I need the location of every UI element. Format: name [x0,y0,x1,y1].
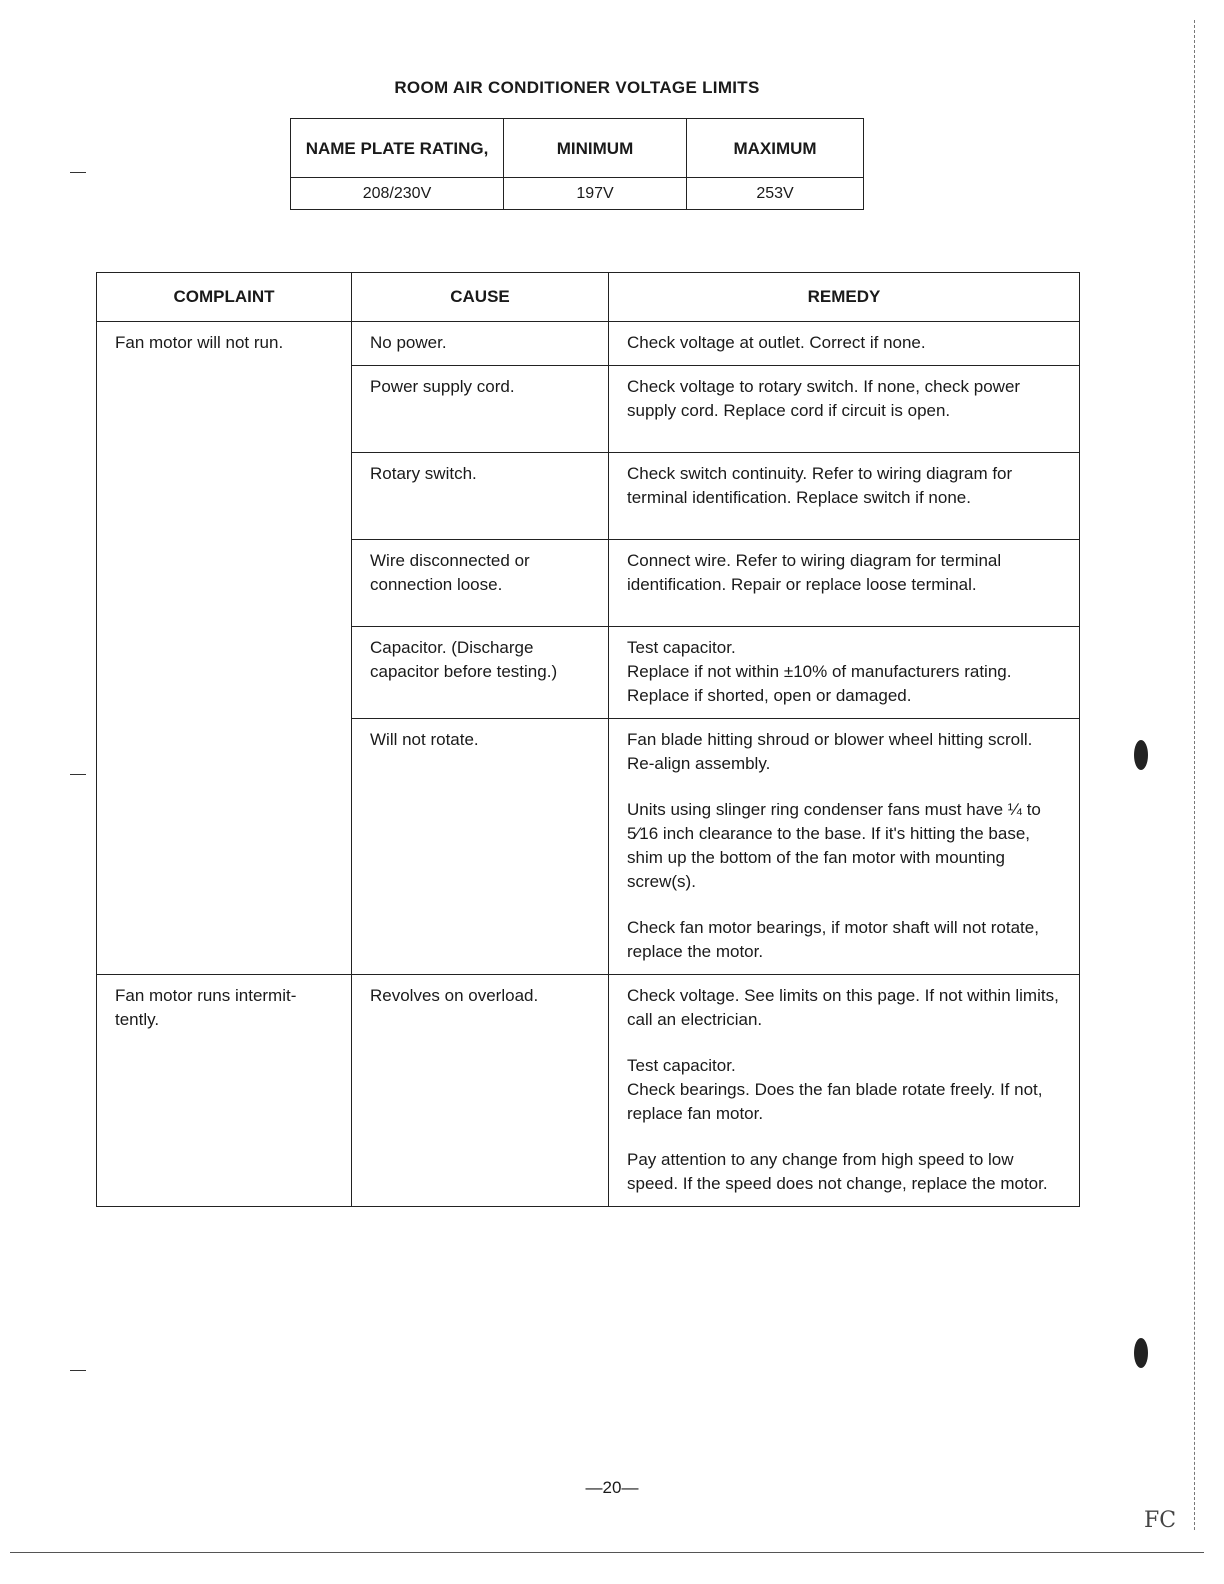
page-edge-line [1194,20,1195,1530]
remedy-text: Check voltage. See limits on this page. If not within limits, call an electrician. [627,986,1059,1029]
remedy-line: Test capacitor. [627,1056,736,1075]
remedy-text: Connect wire. Refer to wiring diagram for terminal identification. Repair or replace loose terminal. [627,551,1002,594]
remedy-cell [609,366,1080,453]
header-remedy: REMEDY [609,273,1080,322]
remedy-cell [609,453,1080,540]
complaint-cell: Fan motor runs intermit- tently. [97,975,352,1207]
troubleshooting-table [96,272,1080,1207]
remedy-text: Units using slinger ring condenser fans must have ¼ to 5⁄16 inch clearance to the base. If it's hitting the base, shim up the bottom of the fan motor with mounting screw(s). [627,800,1041,891]
cause-cell: Wire disconnected or connection loose. [352,540,609,627]
header-complaint: COMPLAINT [97,273,352,322]
cause-cell: Will not rotate. [352,719,609,975]
margin-tick [70,1370,86,1371]
remedy-cell [609,627,1080,719]
cause-cell: Revolves on overload. [352,975,609,1207]
remedy-cell [609,719,1080,975]
header-cause: CAUSE [352,273,609,322]
remedy-text: Test capacitor. [627,638,736,657]
remedy-text: Check voltage at outlet. Correct if none. [627,333,926,352]
header-name-plate-rating: NAME PLATE RATING, [291,119,504,178]
voltage-limits-header-row [291,119,864,178]
remedy-text: Fan blade hitting shroud or blower wheel hitting scroll. Re-align assembly. [627,730,1033,773]
handwritten-mark: FC [1144,1508,1177,1533]
voltage-limits-row [291,178,864,210]
remedy-text: Check switch continuity. Refer to wiring diagram for terminal identification. Replace switch if none. [627,464,1013,507]
cause-cell: Capacitor. (Discharge capacitor before testing.) [352,627,609,719]
remedy-line: Check bearings. Does the fan blade rotate freely. If not, replace fan motor. [627,1080,1043,1123]
margin-tick [70,172,86,173]
maximum-value: 253V [687,178,864,210]
voltage-limits-table [290,118,864,210]
remedy-text [627,1054,1061,1126]
margin-tick [70,774,86,775]
troubleshooting-header-row [97,273,1080,322]
cause-cell: Power supply cord. [352,366,609,453]
table-row [97,322,1080,366]
punch-hole [1134,1338,1148,1368]
minimum-value: 197V [504,178,687,210]
punch-hole [1134,740,1148,770]
remedy-text: Check fan motor bearings, if motor shaft will not rotate, replace the motor. [627,918,1039,961]
cause-cell: Rotary switch. [352,453,609,540]
remedy-text: Replace if not within ±10% of manufacturers rating. Replace if shorted, open or damaged. [627,662,1012,705]
cause-cell: No power. [352,322,609,366]
remedy-cell [609,322,1080,366]
name-plate-rating-value: 208/230V [291,178,504,210]
page-number: —20— [585,1478,639,1497]
remedy-text: Check voltage to rotary switch. If none, check power supply cord. Replace cord if circuit is open. [627,377,1021,420]
header-minimum: MINIMUM [504,119,687,178]
remedy-cell [609,540,1080,627]
voltage-limits-title: ROOM AIR CONDITIONER VOLTAGE LIMITS [394,78,760,97]
complaint-cell: Fan motor will not run. [97,322,352,975]
table-row [97,975,1080,1207]
remedy-text: Pay attention to any change from high speed to low speed. If the speed does not change, replace the motor. [627,1150,1048,1193]
header-maximum: MAXIMUM [687,119,864,178]
bottom-rule [10,1552,1204,1553]
remedy-cell [609,975,1080,1207]
